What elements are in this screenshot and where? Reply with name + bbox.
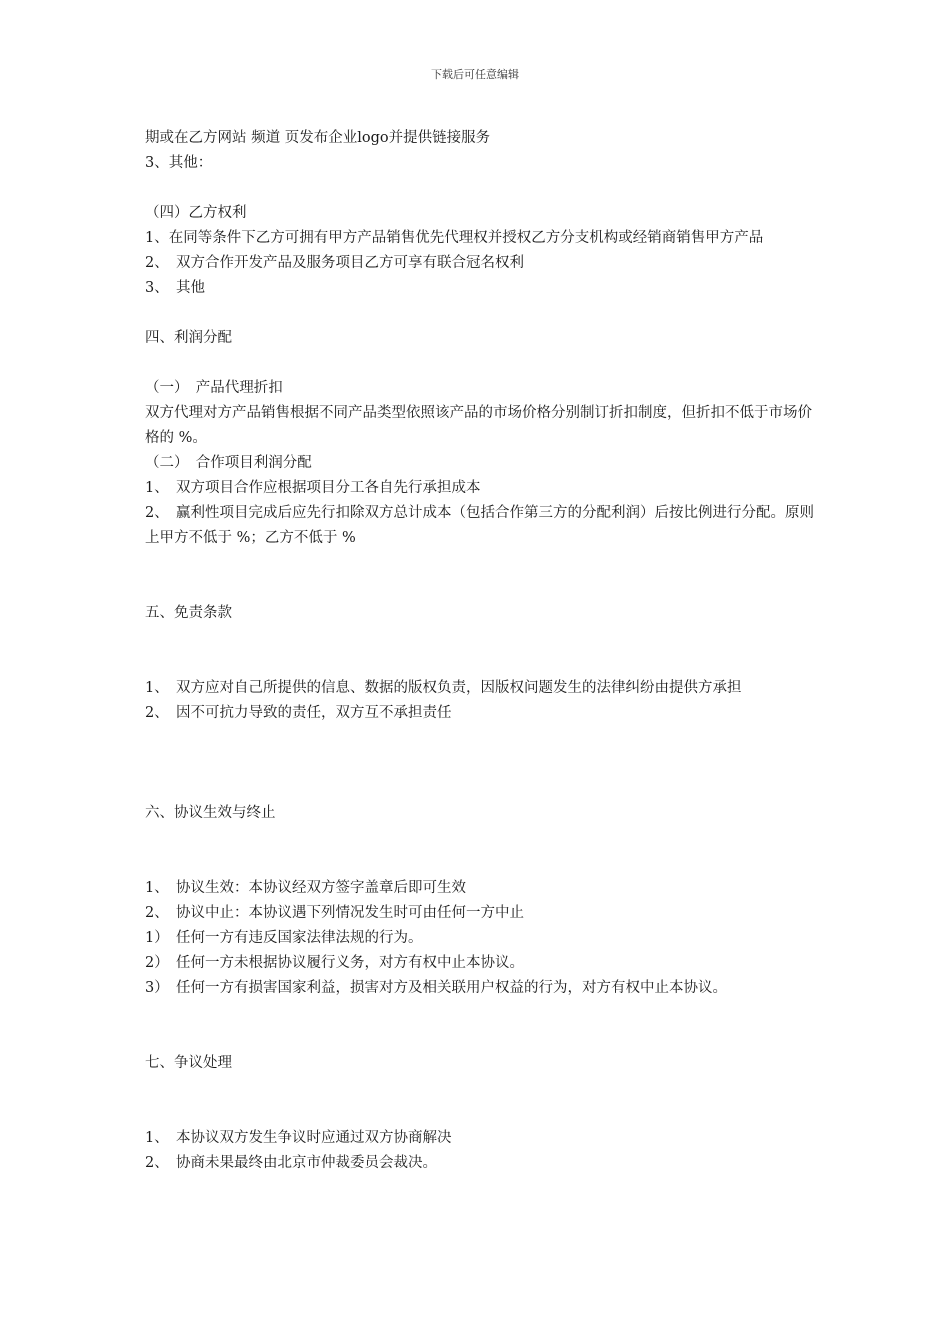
- document-body: [145, 126, 825, 1176]
- list-item: 2、 协议中止：本协议遇下列情况发生时可由任何一方中止: [145, 905, 524, 921]
- list-item: 1、 协议生效：本协议经双方签字盖章后即可生效: [145, 880, 466, 896]
- section-heading: 五、免责条款: [145, 605, 232, 621]
- list-item: 1、在同等条件下乙方可拥有甲方产品销售优先代理权并授权乙方分支机构或经销商销售甲方产品: [145, 230, 764, 246]
- list-item: 1、 双方项目合作应根据项目分工各自先行承担成本: [145, 480, 481, 496]
- list-item: 2、 因不可抗力导致的责任，双方互不承担责任: [145, 705, 452, 721]
- section-heading: 四、利润分配: [145, 330, 232, 346]
- list-item: 2、 协商未果最终由北京市仲裁委员会裁决。: [145, 1155, 437, 1171]
- list-item: 3、 其他: [145, 280, 205, 296]
- subsection-heading: （四）乙方权利: [145, 205, 247, 221]
- list-item: 2、 赢利性项目完成后应先行扣除双方总计成本（包括合作第三方的分配利润）后按比例进行分配。原则上甲方不低于 %；乙方不低于 %: [145, 505, 814, 546]
- page-header: 下载后可任意编辑: [431, 68, 519, 81]
- subsection-heading: （二） 合作项目利润分配: [145, 455, 312, 471]
- list-item: 2） 任何一方未根据协议履行义务，对方有权中止本协议。: [145, 955, 524, 971]
- subsection-heading: （一） 产品代理折扣: [145, 380, 283, 396]
- list-item: 3） 任何一方有损害国家利益，损害对方及相关联用户权益的行为，对方有权中止本协议。: [145, 980, 727, 996]
- section-heading: 七、争议处理: [145, 1055, 232, 1071]
- list-item: 1、 双方应对自己所提供的信息、数据的版权负责，因版权问题发生的法律纠纷由提供方承担: [145, 680, 742, 696]
- list-item: 2、 双方合作开发产品及服务项目乙方可享有联合冠名权利: [145, 255, 524, 271]
- list-item: 1） 任何一方有违反国家法律法规的行为。: [145, 930, 423, 946]
- list-item: 1、 本协议双方发生争议时应通过双方协商解决: [145, 1130, 452, 1146]
- section-heading: 六、协议生效与终止: [145, 805, 276, 821]
- paragraph-line: 期或在乙方网站 频道 页发布企业logo并提供链接服务: [145, 130, 491, 146]
- list-item: 3、其他：: [145, 155, 213, 171]
- paragraph-line: 双方代理对方产品销售根据不同产品类型依照该产品的市场价格分别制订折扣制度，但折扣不低于市场价格的 %。: [145, 405, 812, 446]
